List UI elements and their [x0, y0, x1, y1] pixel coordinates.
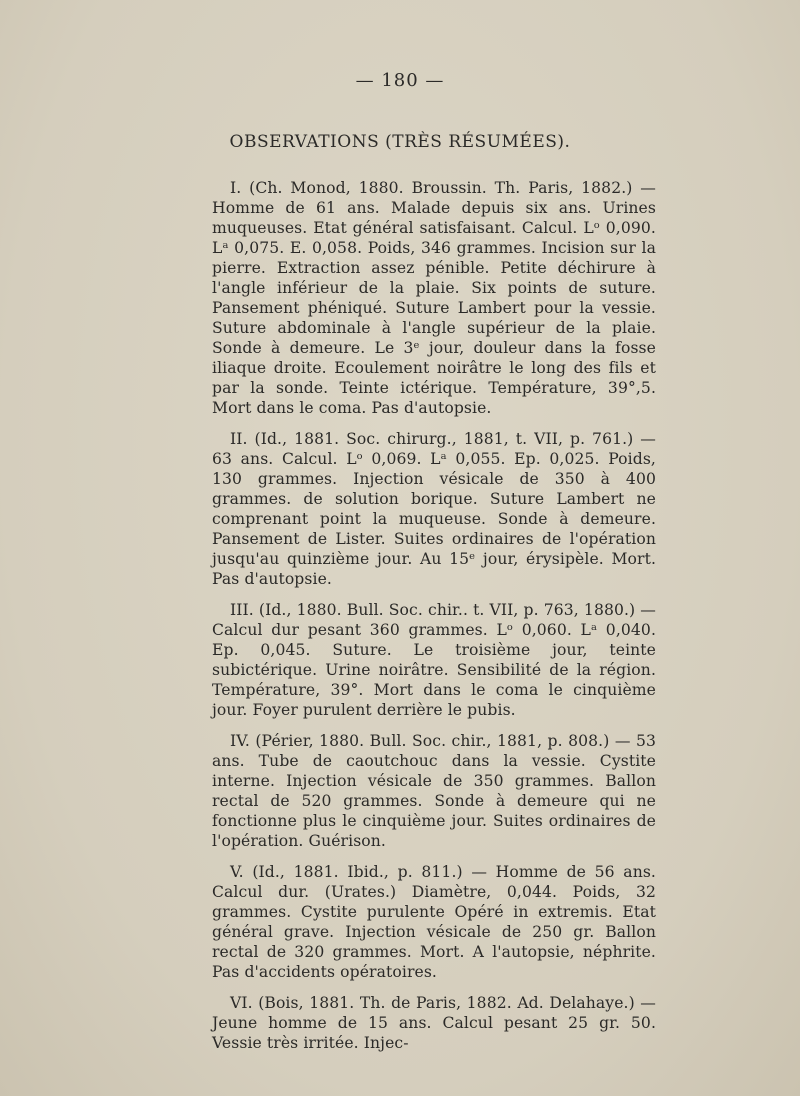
- observation-paragraph-6: VI. (Bois, 1881. Th. de Paris, 1882. Ad. Delahaye.) — Jeune homme de 15 ans. Calcul pesant 25 gr. 50. Vessie très irritée. Injec-: [212, 994, 656, 1052]
- observation-paragraph-4: IV. (Périer, 1880. Bull. Soc. chir., 1881, p. 808.) — 53 ans. Tube de caoutchouc dans la vessie. Cystite interne. Injection vésicale de 350 grammes. Ballon rectal de 520 grammes. Sonde à demeure qui ne fonctionne plus le cinquième jour. Suites ordinaires de l'opération. Guérison.: [212, 732, 656, 850]
- observation-paragraph-1: I. (Ch. Monod, 1880. Broussin. Th. Paris, 1882.) — Homme de 61 ans. Malade depuis six ans. Urines muqueuses. Etat général satisfaisant. Calcul. Lᵒ 0,090. Lᵃ 0,075. E. 0,058. Poids, 346 grammes. Incision sur la pierre. Extraction assez pénible. Petite déchirure à l'angle inférieur de la plaie. Six points de suture. Pansement phéniqué. Suture Lambert pour la vessie. Suture abdominale à l'angle supérieur de la plaie. Sonde à demeure. Le 3ᵉ jour, douleur dans la fosse iliaque droite. Ecoulement noirâtre le long des fils et par la sonde. Teinte ictérique. Température, 39°,5. Mort dans le coma. Pas d'autopsie.: [212, 179, 656, 417]
- observation-paragraph-3: III. (Id., 1880. Bull. Soc. chir.. t. VII, p. 763, 1880.) — Calcul dur pesant 360 grammes. Lᵒ 0,060. Lᵃ 0,040. Ep. 0,045. Suture. Le troisième jour, teinte subictérique. Urine noirâtre. Sensibilité de la région. Température, 39°. Mort dans le coma le cinquième jour. Foyer purulent derrière le pubis.: [212, 601, 656, 719]
- observation-paragraph-2: II. (Id., 1881. Soc. chirurg., 1881, t. VII, p. 761.) — 63 ans. Calcul. Lᵒ 0,069. Lᵃ 0,055. Ep. 0,025. Poids, 130 grammes. Injection vésicale de 350 à 400 grammes. de solution borique. Suture Lambert ne comprenant point la muqueuse. Sonde à demeure. Pansement de Lister. Suites ordinaires de l'opération jusqu'au quinzième jour. Au 15ᵉ jour, érysipèle. Mort. Pas d'autopsie.: [212, 430, 656, 588]
- observation-paragraph-5: V. (Id., 1881. Ibid., p. 811.) — Homme de 56 ans. Calcul dur. (Urates.) Diamètre, 0,044. Poids, 32 grammes. Cystite purulente Opéré in extremis. Etat général grave. Injection vésicale de 250 gr. Ballon rectal de 320 grammes. Mort. A l'autopsie, néphrite. Pas d'accidents opératoires.: [212, 863, 656, 981]
- page-number: — 180 —: [355, 70, 445, 91]
- observations-body: [212, 178, 656, 1064]
- section-heading: OBSERVATIONS (TRÈS RÉSUMÉES).: [229, 132, 571, 152]
